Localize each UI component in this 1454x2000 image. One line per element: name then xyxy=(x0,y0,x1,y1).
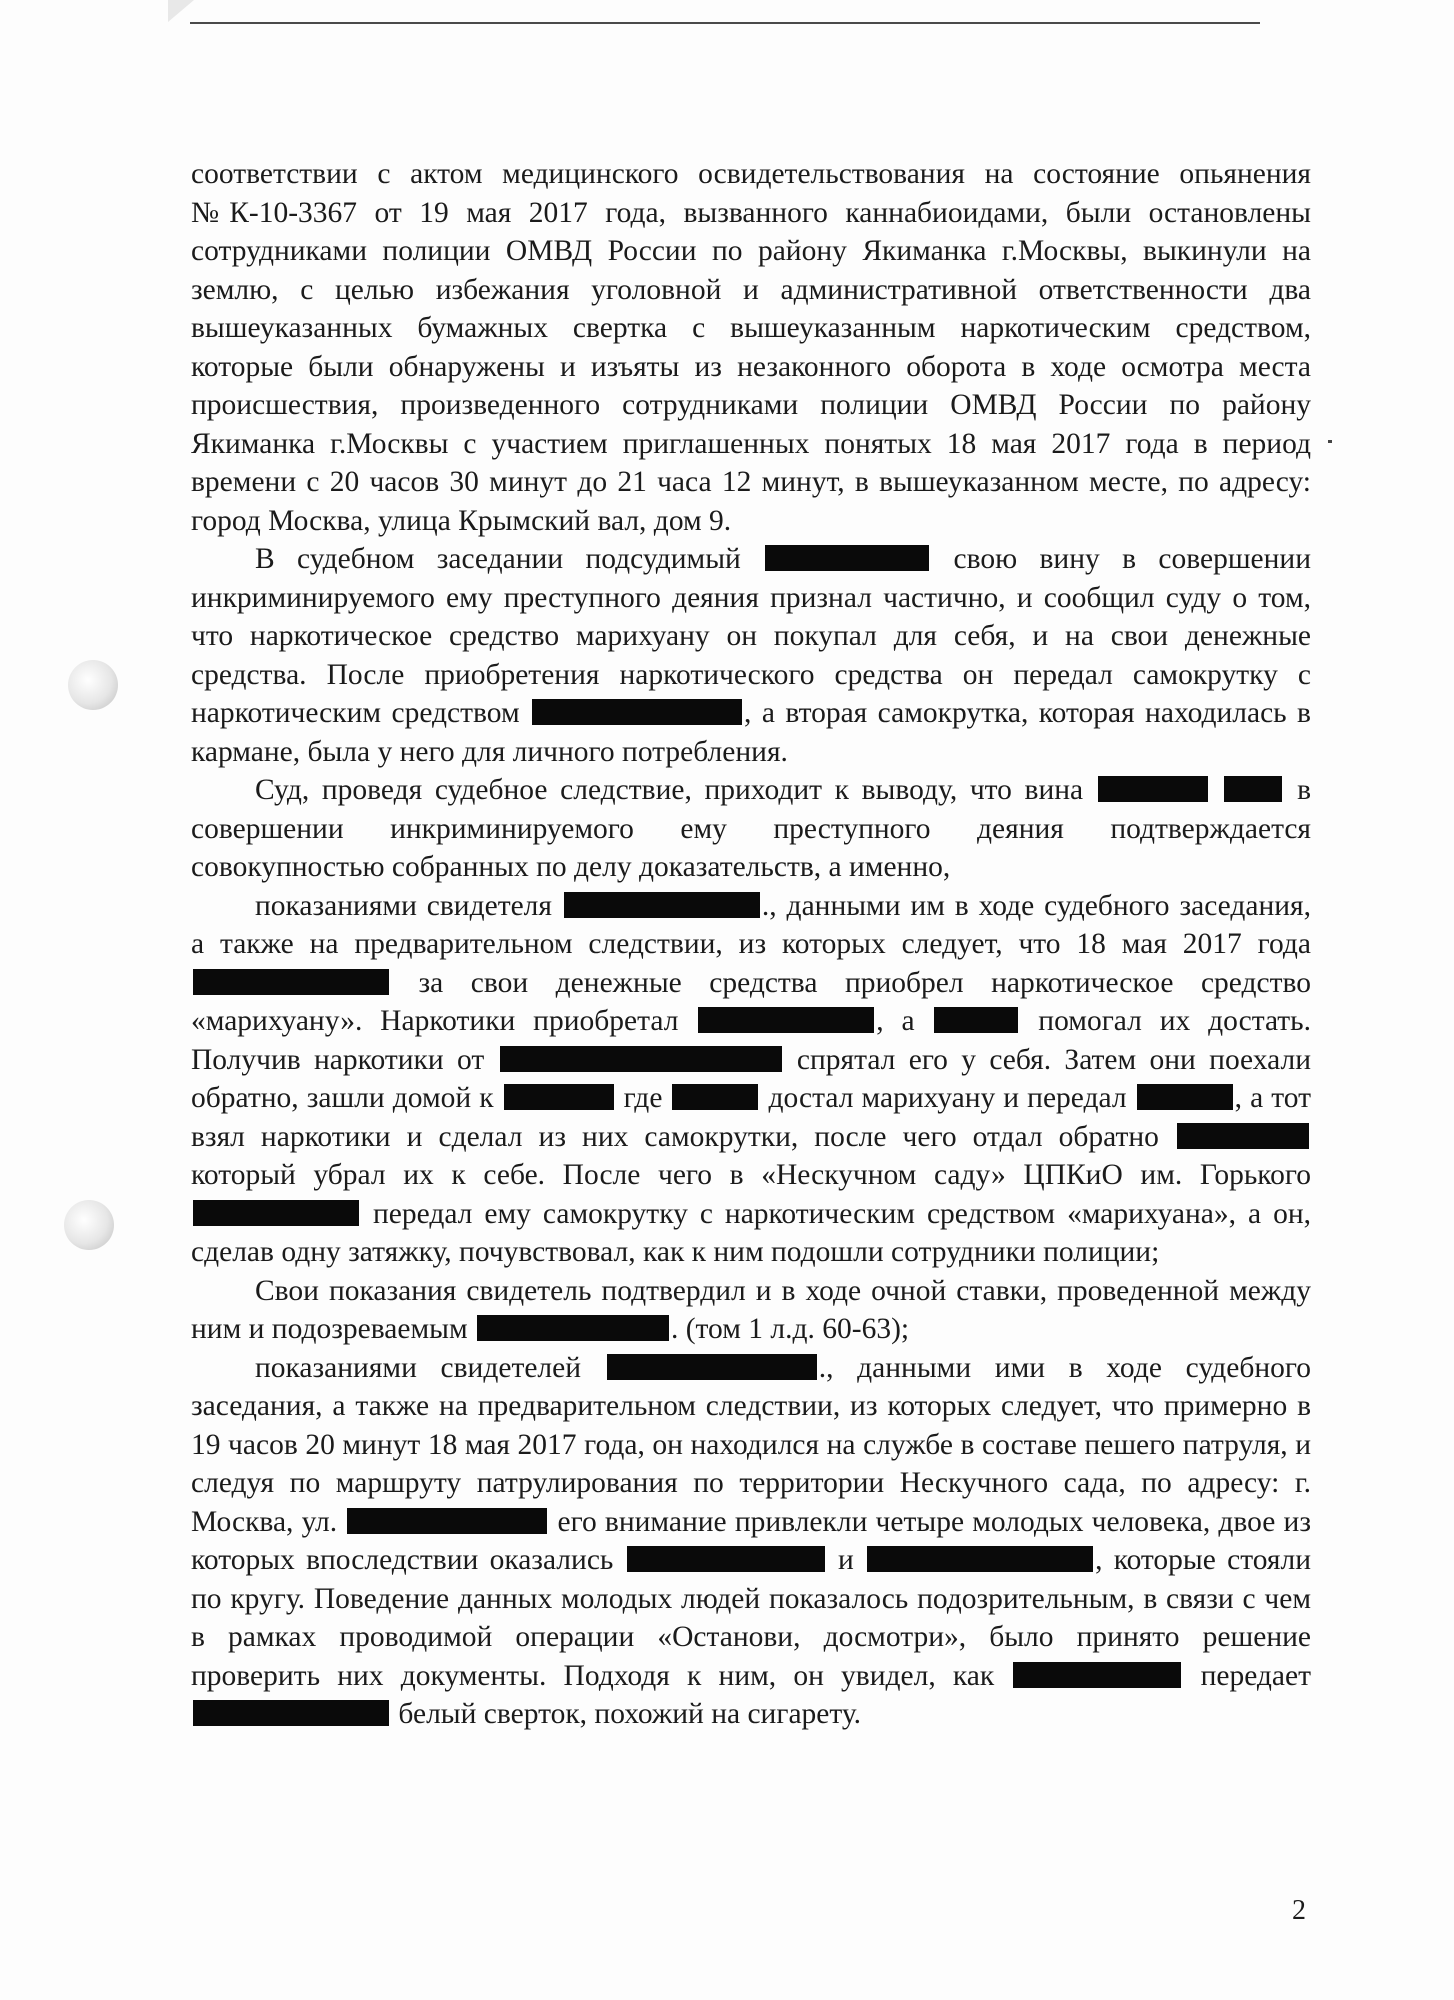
redaction-bar xyxy=(934,1007,1018,1033)
redaction-bar xyxy=(504,1084,614,1110)
paragraph-text: В судебном заседании подсудимый xyxy=(255,543,764,575)
paragraph-text: спрятал его у себя. Затем они поехали обратно, зашли домой к xyxy=(191,1043,1311,1114)
paragraph xyxy=(191,1272,1311,1349)
redaction-bar xyxy=(672,1084,758,1110)
paragraph-text: передает xyxy=(1183,1659,1311,1692)
paragraph-text: показаниями свидетеля xyxy=(255,889,562,922)
redaction-bar xyxy=(1177,1123,1309,1149)
redaction-bar xyxy=(193,1200,359,1226)
paragraph-text: достал марихуану и передал xyxy=(760,1082,1135,1114)
redaction-bar xyxy=(867,1546,1093,1572)
punch-hole-top xyxy=(68,660,118,710)
paragraph-text: , а вторая самокрутка, которая находилась в кармане, была у него для личного потребления. xyxy=(191,697,1311,768)
scan-corner-shade xyxy=(168,0,194,22)
paragraph-text: соответствии с актом медицинского освидетельствования на состояние опьянения №К-10-3367 от 19 мая 2017 года, вызванного каннабиоидами, были остановлены сотрудниками полиции ОМВД России по району Якиманка г.Москвы, выкинули на землю, с целью избежания уголовной и административной ответственности два вышеуказанных бумажных свертка с вышеуказанным наркотическим средством, которые были обнаружены и изъяты из незаконного оборота в ходе осмотра места происшествия, произведенного сотрудниками полиции ОМВД России по району Якиманка г.Москвы с участием приглашенных понятых 18 мая 2017 года в период времени с 20 часов 30 минут до 21 часа 12 минут, в вышеуказанном месте, по адресу: город Москва, улица Крымский вал, дом 9. xyxy=(191,158,1311,537)
paragraph xyxy=(191,887,1311,1272)
redaction-bar xyxy=(1137,1084,1233,1110)
paragraph-text: Суд, проведя судебное следствие, приходит к выводу, что вина xyxy=(255,774,1096,806)
paragraph xyxy=(191,540,1311,771)
paragraph-text xyxy=(1210,774,1223,806)
paragraph-text: свою вину в совершении инкриминируемого ему преступного деяния признал частично, и сообщил суду о том, что наркотическое средство марихуану он покупал для себя, и на свои денежные средства. После приобретения наркотического средства он передал самокрутку с наркотическим средством xyxy=(191,543,1312,729)
redaction-bar xyxy=(765,545,929,571)
page-number: 2 xyxy=(1292,1895,1306,1926)
document-body xyxy=(191,155,1311,1734)
redaction-bar xyxy=(564,892,760,918)
redaction-bar xyxy=(477,1315,669,1341)
redaction-bar xyxy=(627,1546,825,1572)
redaction-bar xyxy=(1098,776,1208,802)
redaction-bar xyxy=(500,1046,782,1072)
redaction-bar xyxy=(1224,776,1282,802)
paragraph-text: ., данными ими в ходе судебного заседания, а также на предварительном следствии, из которых следует, что примерно в 19 часов 20 минут 18 мая 2017 года, он находился на службе в составе пешего патруля, и следуя по маршруту патрулирования по территории Нескучного сада, по адресу: г. Москва, ул. xyxy=(191,1351,1311,1538)
paragraph-text: в совершении инкриминируемого ему преступного деяния подтверждается совокупностью собранных по делу доказательств, а именно, xyxy=(191,774,1312,883)
scan-speck xyxy=(1328,440,1332,443)
top-border-line xyxy=(190,22,1260,24)
paragraph xyxy=(191,771,1311,887)
redaction-bar xyxy=(698,1007,874,1033)
paragraph-text: помогал их достать. Получив наркотики от xyxy=(191,1005,1312,1076)
paragraph-text: , а тот взял наркотики и сделал из них самокрутки, после чего отдал обратно xyxy=(191,1082,1311,1153)
paragraph-text: и xyxy=(826,1544,866,1576)
redaction-bar xyxy=(607,1354,817,1380)
redaction-bar xyxy=(1013,1662,1181,1688)
paragraph-text: , которые стояли по кругу. Поведение данных молодых людей показалось подозрительным, в связи с чем в рамках проводимой операции «Останови, досмотри», было принято решение проверить них документы. Подходя к ним, он увидел, как xyxy=(191,1544,1312,1692)
paragraph-text: передал ему самокрутку с наркотическим средством «марихуана», а он, сделав одну затяжку, почувствовал, как к ним подошли сотрудники полиции; xyxy=(191,1197,1311,1268)
redaction-bar xyxy=(193,969,389,995)
paragraph-text: который убрал их к себе. После чего в «Нескучном саду» ЦПКиО им. Горького xyxy=(191,1159,1311,1191)
redaction-bar xyxy=(532,699,742,725)
paragraph xyxy=(191,155,1311,540)
redaction-bar xyxy=(193,1700,389,1726)
punch-hole-bottom xyxy=(64,1200,114,1250)
paragraph-text: Свои показания свидетель подтвердил и в ходе очной ставки, проведенной между ним и подозреваемым xyxy=(191,1274,1311,1345)
paragraph-text: его внимание привлекли четыре молодых человека, двое из которых впоследствии оказались xyxy=(191,1505,1311,1576)
paragraph-text: где xyxy=(615,1082,671,1114)
paragraph-text: показаниями свидетелей xyxy=(255,1351,605,1384)
paragraph-text: белый сверток, похожий на сигарету. xyxy=(391,1698,862,1730)
paragraph xyxy=(191,1349,1311,1734)
paragraph-text: , а xyxy=(876,1005,933,1037)
redaction-bar xyxy=(347,1508,547,1534)
paragraph-text: ., данными им в ходе судебного заседания, а также на предварительном следствии, из которых следует, что 18 мая 2017 года xyxy=(191,889,1311,960)
paragraph-text: . (том 1 л.д. 60-63); xyxy=(670,1313,910,1345)
paragraph-text: за свои денежные средства приобрел наркотическое средство «марихуану». Наркотики приобретал xyxy=(191,966,1311,1037)
